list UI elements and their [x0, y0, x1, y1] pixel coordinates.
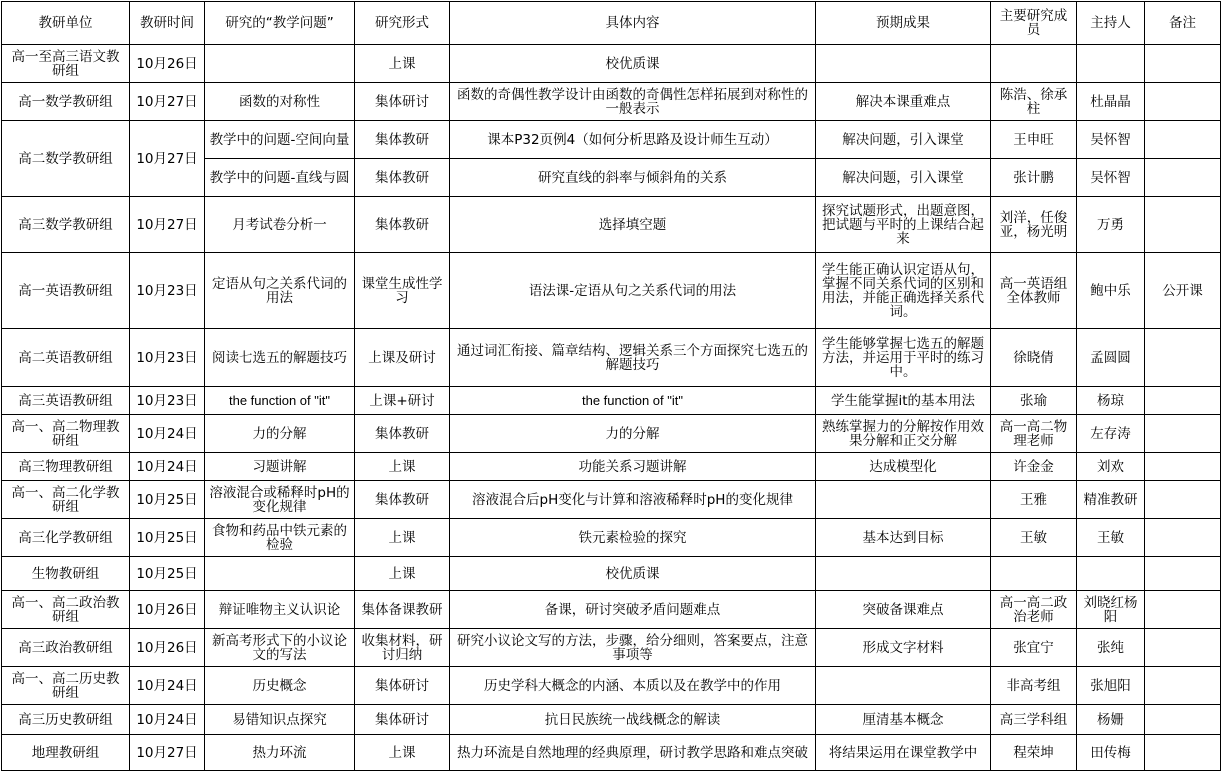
cell-host[interactable]: 田传梅	[1077, 735, 1145, 771]
cell-host[interactable]: 万勇	[1077, 197, 1145, 253]
cell-problem[interactable]: 定语从句之关系代词的用法	[205, 253, 355, 329]
cell-members[interactable]: 王申旺	[991, 121, 1077, 159]
cell-content[interactable]: 语法课-定语从句之关系代词的用法	[450, 253, 816, 329]
cell-unit[interactable]: 地理教研组	[2, 735, 130, 771]
cell-note[interactable]	[1145, 453, 1221, 481]
cell-note[interactable]	[1145, 121, 1221, 159]
header-form[interactable]: 研究形式	[355, 2, 450, 45]
header-host[interactable]: 主持人	[1077, 2, 1145, 45]
cell-result[interactable]: 学生能正确认识定语从句，掌握不同关系代词的区别和用法，并能正确选择关系代词。	[816, 253, 991, 329]
cell-host[interactable]: 张旭阳	[1077, 667, 1145, 705]
cell-host[interactable]: 刘欢	[1077, 453, 1145, 481]
cell-unit[interactable]: 高一、高二化学教研组	[2, 481, 130, 519]
table-row	[2, 705, 1221, 735]
cell-members[interactable]: 徐晓倩	[991, 329, 1077, 387]
cell-members[interactable]: 高一高二政治老师	[991, 591, 1077, 629]
cell-unit[interactable]: 高一、高二政治教研组	[2, 591, 130, 629]
cell-members[interactable]: 高三学科组	[991, 705, 1077, 735]
header-result[interactable]: 预期成果	[816, 2, 991, 45]
table-row	[2, 387, 1221, 415]
table-row	[2, 329, 1221, 387]
table-row	[2, 83, 1221, 121]
cell-unit[interactable]: 高一、高二历史教研组	[2, 667, 130, 705]
cell-result[interactable]: 熟练掌握力的分解按作用效果分解和正交分解	[816, 415, 991, 453]
cell-form[interactable]: 集体教研	[355, 197, 450, 253]
header-unit[interactable]: 教研单位	[2, 2, 130, 45]
cell-result[interactable]: 解决本课重难点	[816, 83, 991, 121]
cell-date[interactable]: 10月25日	[130, 557, 205, 591]
cell-content[interactable]: 函数的奇偶性教学设计由函数的奇偶性怎样拓展到对称性的一般表示	[450, 83, 816, 121]
table-row	[2, 519, 1221, 557]
cell-host[interactable]: 孟圆圆	[1077, 329, 1145, 387]
table-row	[2, 629, 1221, 667]
cell-content[interactable]: 备课，研讨突破矛盾问题难点	[450, 591, 816, 629]
cell-result[interactable]: 厘清基本概念	[816, 705, 991, 735]
cell-content[interactable]: 溶液混合后pH变化与计算和溶液稀释时pH的变化规律	[450, 481, 816, 519]
cell-result[interactable]: 将结果运用在课堂教学中	[816, 735, 991, 771]
cell-members[interactable]: 陈浩、徐承柱	[991, 83, 1077, 121]
cell-content[interactable]: 通过词汇衔接、篇章结构、逻辑关系三个方面探究七选五的解题技巧	[450, 329, 816, 387]
cell-host[interactable]: 吴怀智	[1077, 159, 1145, 197]
cell-note[interactable]	[1145, 667, 1221, 705]
cell-members[interactable]: 张宜宁	[991, 629, 1077, 667]
cell-date[interactable]: 10月23日	[130, 253, 205, 329]
cell-content[interactable]: 研究小议论文写的方法，步骤，给分细则，答案要点，注意事项等	[450, 629, 816, 667]
research-schedule-table	[1, 1, 1221, 771]
cell-problem[interactable]: 辩证唯物主义认识论	[205, 591, 355, 629]
cell-members[interactable]: 非高考组	[991, 667, 1077, 705]
cell-form[interactable]: 课堂生成性学习	[355, 253, 450, 329]
cell-problem[interactable]: 阅读七选五的解题技巧	[205, 329, 355, 387]
table-row	[2, 591, 1221, 629]
cell-date[interactable]: 10月23日	[130, 329, 205, 387]
cell-problem[interactable]: 溶液混合或稀释时pH的变化规律	[205, 481, 355, 519]
cell-problem[interactable]: 函数的对称性	[205, 83, 355, 121]
cell-unit[interactable]: 生物教研组	[2, 557, 130, 591]
table-row	[2, 197, 1221, 253]
cell-content[interactable]: 校优质课	[450, 45, 816, 83]
cell-problem[interactable]: 教学中的问题-空间向量	[205, 121, 355, 159]
cell-host[interactable]	[1077, 45, 1145, 83]
cell-result[interactable]: 探究试题形式，出题意图，把试题与平时的上课结合起来	[816, 197, 991, 253]
table-row	[2, 453, 1221, 481]
cell-note[interactable]	[1145, 519, 1221, 557]
cell-date[interactable]: 10月26日	[130, 591, 205, 629]
cell-unit[interactable]: 高一至高三语文教研组	[2, 45, 130, 83]
cell-problem[interactable]	[205, 557, 355, 591]
table-row	[2, 121, 1221, 159]
cell-note[interactable]	[1145, 415, 1221, 453]
cell-problem[interactable]: 习题讲解	[205, 453, 355, 481]
cell-form[interactable]: 集体研讨	[355, 705, 450, 735]
cell-content[interactable]: 校优质课	[450, 557, 816, 591]
cell-problem[interactable]: 月考试卷分析一	[205, 197, 355, 253]
table-row	[2, 735, 1221, 771]
cell-date[interactable]: 10月24日	[130, 705, 205, 735]
cell-host[interactable]: 张纯	[1077, 629, 1145, 667]
cell-note[interactable]	[1145, 705, 1221, 735]
cell-note[interactable]	[1145, 735, 1221, 771]
cell-content[interactable]: 选择填空题	[450, 197, 816, 253]
cell-form[interactable]: 上课	[355, 453, 450, 481]
table-row	[2, 667, 1221, 705]
table-row	[2, 253, 1221, 329]
cell-unit[interactable]: 高三历史教研组	[2, 705, 130, 735]
cell-form[interactable]: 集体教研	[355, 121, 450, 159]
cell-date[interactable]: 10月25日	[130, 519, 205, 557]
cell-note[interactable]	[1145, 387, 1221, 415]
cell-date[interactable]: 10月25日	[130, 481, 205, 519]
cell-result[interactable]: 形成文字材料	[816, 629, 991, 667]
cell-result[interactable]	[816, 45, 991, 83]
cell-unit[interactable]: 高一数学教研组	[2, 83, 130, 121]
cell-date[interactable]: 10月24日	[130, 453, 205, 481]
header-row	[2, 2, 1221, 45]
cell-form[interactable]: 集体研讨	[355, 667, 450, 705]
cell-note[interactable]	[1145, 45, 1221, 83]
cell-date[interactable]: 10月27日	[130, 735, 205, 771]
cell-result[interactable]: 突破备课难点	[816, 591, 991, 629]
header-problem[interactable]: 研究的“教学问题”	[205, 2, 355, 45]
cell-unit[interactable]: 高三数学教研组	[2, 197, 130, 253]
table-row	[2, 45, 1221, 83]
cell-unit[interactable]: 高一、高二物理教研组	[2, 415, 130, 453]
cell-problem[interactable]: 历史概念	[205, 667, 355, 705]
cell-members[interactable]: 高一高二物理老师	[991, 415, 1077, 453]
cell-content[interactable]: 研究直线的斜率与倾斜角的关系	[450, 159, 816, 197]
cell-note[interactable]	[1145, 629, 1221, 667]
table-row	[2, 481, 1221, 519]
cell-note[interactable]	[1145, 591, 1221, 629]
cell-content[interactable]: 铁元素检验的探究	[450, 519, 816, 557]
cell-form[interactable]: 集体教研	[355, 481, 450, 519]
cell-note[interactable]: 公开课	[1145, 253, 1221, 329]
cell-problem[interactable]: the function of "it"	[205, 387, 355, 415]
cell-members[interactable]: 张计鹏	[991, 159, 1077, 197]
cell-result[interactable]	[816, 667, 991, 705]
cell-date[interactable]: 10月27日	[130, 83, 205, 121]
header-note[interactable]: 备注	[1145, 2, 1221, 45]
cell-host[interactable]: 王敏	[1077, 519, 1145, 557]
cell-content[interactable]: 抗日民族统一战线概念的解读	[450, 705, 816, 735]
cell-note[interactable]	[1145, 557, 1221, 591]
cell-unit[interactable]: 高二英语教研组	[2, 329, 130, 387]
cell-problem[interactable]: 热力环流	[205, 735, 355, 771]
table-row	[2, 415, 1221, 453]
cell-result[interactable]	[816, 557, 991, 591]
cell-problem[interactable]: 力的分解	[205, 415, 355, 453]
cell-form[interactable]: 收集材料，研讨归纳	[355, 629, 450, 667]
cell-form[interactable]: 上课	[355, 735, 450, 771]
cell-form[interactable]: 上课+研讨	[355, 387, 450, 415]
cell-problem[interactable]: 易错知识点探究	[205, 705, 355, 735]
cell-host[interactable]: 刘晓红杨阳	[1077, 591, 1145, 629]
cell-problem[interactable]: 新高考形式下的小议论文的写法	[205, 629, 355, 667]
cell-date[interactable]: 10月26日	[130, 629, 205, 667]
cell-form[interactable]: 上课	[355, 45, 450, 83]
cell-form[interactable]: 上课及研讨	[355, 329, 450, 387]
cell-unit[interactable]: 高一英语教研组	[2, 253, 130, 329]
cell-host[interactable]: 吴怀智	[1077, 121, 1145, 159]
cell-host[interactable]	[1077, 557, 1145, 591]
cell-date[interactable]: 10月27日	[130, 121, 205, 197]
cell-note[interactable]	[1145, 197, 1221, 253]
cell-unit[interactable]: 高二数学教研组	[2, 121, 130, 197]
cell-content[interactable]: 功能关系习题讲解	[450, 453, 816, 481]
cell-form[interactable]: 集体教研	[355, 159, 450, 197]
cell-result[interactable]: 解决问题，引入课堂	[816, 159, 991, 197]
cell-unit[interactable]: 高三物理教研组	[2, 453, 130, 481]
cell-result[interactable]: 解决问题，引入课堂	[816, 121, 991, 159]
cell-content[interactable]: 热力环流是自然地理的经典原理，研讨教学思路和难点突破	[450, 735, 816, 771]
cell-members[interactable]: 王敏	[991, 519, 1077, 557]
cell-form[interactable]: 上课	[355, 557, 450, 591]
cell-unit[interactable]: 高三政治教研组	[2, 629, 130, 667]
cell-result[interactable]: 学生能掌握it的基本用法	[816, 387, 991, 415]
header-members[interactable]: 主要研究成员	[991, 2, 1077, 45]
cell-form[interactable]: 集体研讨	[355, 83, 450, 121]
cell-members[interactable]	[991, 45, 1077, 83]
cell-result[interactable]: 基本达到目标	[816, 519, 991, 557]
cell-host[interactable]: 杨琼	[1077, 387, 1145, 415]
cell-form[interactable]: 上课	[355, 519, 450, 557]
cell-host[interactable]: 精准教研	[1077, 481, 1145, 519]
cell-members[interactable]: 张瑜	[991, 387, 1077, 415]
cell-problem[interactable]	[205, 45, 355, 83]
cell-problem[interactable]: 食物和药品中铁元素的检验	[205, 519, 355, 557]
cell-content[interactable]: 历史学科大概念的内涵、本质以及在教学中的作用	[450, 667, 816, 705]
cell-host[interactable]: 杜晶晶	[1077, 83, 1145, 121]
cell-unit[interactable]: 高三化学教研组	[2, 519, 130, 557]
cell-note[interactable]	[1145, 481, 1221, 519]
cell-date[interactable]: 10月23日	[130, 387, 205, 415]
cell-members[interactable]	[991, 557, 1077, 591]
cell-members[interactable]: 程荣坤	[991, 735, 1077, 771]
cell-note[interactable]	[1145, 329, 1221, 387]
cell-content[interactable]: 力的分解	[450, 415, 816, 453]
cell-unit[interactable]: 高三英语教研组	[2, 387, 130, 415]
header-date[interactable]: 教研时间	[130, 2, 205, 45]
cell-members[interactable]: 王雅	[991, 481, 1077, 519]
cell-host[interactable]: 鲍中乐	[1077, 253, 1145, 329]
cell-host[interactable]: 左存涛	[1077, 415, 1145, 453]
cell-note[interactable]	[1145, 83, 1221, 121]
cell-date[interactable]: 10月26日	[130, 45, 205, 83]
cell-members[interactable]: 高一英语组全体教师	[991, 253, 1077, 329]
cell-form[interactable]: 集体备课教研	[355, 591, 450, 629]
cell-result[interactable]: 达成模型化	[816, 453, 991, 481]
cell-form[interactable]: 集体教研	[355, 415, 450, 453]
table-row	[2, 557, 1221, 591]
cell-content[interactable]: 课本P32页例4（如何分析思路及设计师生互动）	[450, 121, 816, 159]
cell-members[interactable]: 刘洋，任俊亚，杨光明	[991, 197, 1077, 253]
cell-content[interactable]: the function of "it"	[450, 387, 816, 415]
cell-host[interactable]: 杨姗	[1077, 705, 1145, 735]
header-content[interactable]: 具体内容	[450, 2, 816, 45]
cell-problem[interactable]: 教学中的问题-直线与圆	[205, 159, 355, 197]
cell-result[interactable]: 学生能够掌握七选五的解题方法，并运用于平时的练习中。	[816, 329, 991, 387]
cell-date[interactable]: 10月27日	[130, 197, 205, 253]
cell-date[interactable]: 10月24日	[130, 415, 205, 453]
cell-result[interactable]	[816, 481, 991, 519]
cell-date[interactable]: 10月24日	[130, 667, 205, 705]
cell-members[interactable]: 许金金	[991, 453, 1077, 481]
cell-note[interactable]	[1145, 159, 1221, 197]
